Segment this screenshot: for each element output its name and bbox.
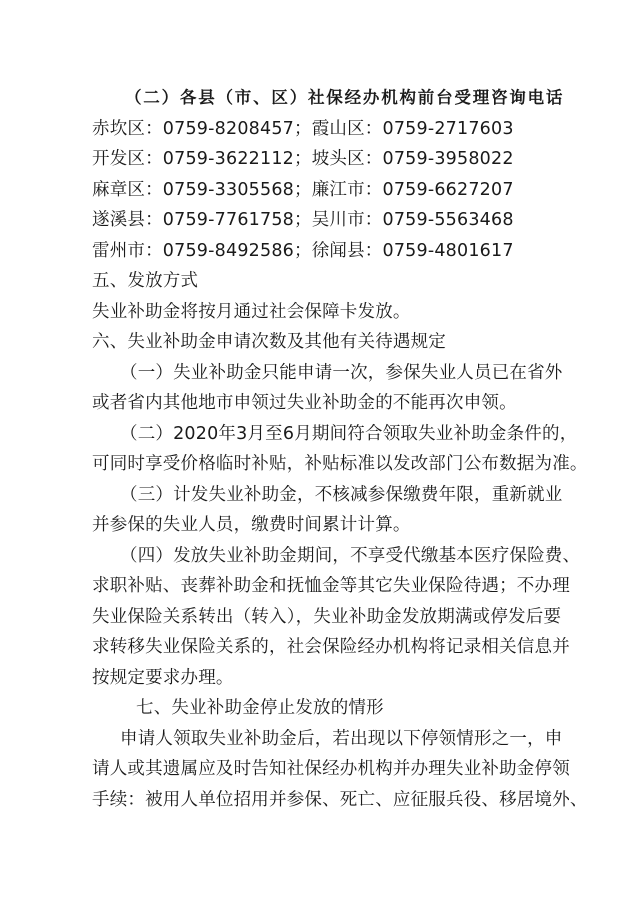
- paragraph-rule-2-line-1: （二）2020年3月至6月期间符合领取失业补助金条件的，: [120, 423, 578, 444]
- phone-line-leizhou-xuwen: 雷州市：0759-8492586；徐闻县：0759-4801617: [92, 240, 514, 261]
- phone-line-suixi-wuchuan: 遂溪县：0759-7761758；吴川市：0759-5563468: [92, 210, 514, 230]
- paragraph-rule-4-line-4: 求转移失业保险关系的，社会保险经办机构将记录相关信息并: [92, 637, 570, 657]
- paragraph-rule-1-line-1: （一）失业补助金只能申请一次，参保失业人员已在省外: [120, 362, 563, 383]
- paragraph-stop-conditions-line-1: 申请人领取失业补助金后，若出现以下停领情形之一，申: [120, 728, 563, 749]
- paragraph-rule-1-line-2: 或者省内其他地市申领过失业补助金的不能再次申领。: [92, 393, 517, 413]
- paragraph-rule-2-line-2: 可同时享受价格临时补贴，补贴标准以发改部门公布数据为准。: [92, 454, 588, 474]
- paragraph-stop-conditions-line-3: 手续：被用人单位招用并参保、死亡、应征服兵役、移居境外、: [92, 789, 588, 810]
- section-heading-application-rules: 六、失业补助金申请次数及其他有关待遇规定: [92, 332, 446, 352]
- subsection-heading-county-hotlines: （二）各县（市、区）社保经办机构前台受理咨询电话: [125, 88, 565, 107]
- paragraph-rule-4-line-3: 失业保险关系转出（转入），失业补助金发放期满或停发后要: [92, 606, 562, 627]
- paragraph-rule-4-line-1: （四）发放失业补助金期间，不享受代缴基本医疗保险费、: [120, 545, 581, 566]
- phone-line-kaifa-potou: 开发区：0759-3622112；坡头区：0759-3958022: [92, 149, 514, 169]
- section-heading-stop-conditions: 七、失业补助金停止发放的情形: [136, 698, 384, 718]
- paragraph-rule-4-line-2: 求职补贴、丧葬补助金和抚恤金等其它失业保险待遇；不办理: [92, 576, 570, 596]
- paragraph-rule-4-line-5: 按规定要求办理。: [92, 667, 234, 688]
- paragraph-rule-3-line-1: （三）计发失业补助金，不核减参保缴费年限，重新就业: [120, 484, 563, 505]
- phone-line-mazhang-lianjiang: 麻章区：0759-3305568；廉江市：0759-6627207: [92, 179, 514, 200]
- paragraph-stop-conditions-line-2: 请人或其遗属应及时告知社保经办机构并办理失业补助金停领: [92, 759, 570, 779]
- section-heading-payment-method: 五、发放方式: [92, 271, 199, 291]
- phone-line-chikan-xiashan: 赤坎区：0759-8208457；霞山区：0759-2717603: [92, 118, 514, 139]
- paragraph-rule-3-line-2: 并参保的失业人员，缴费时间累计计算。: [92, 515, 411, 535]
- paragraph-payment-method: 失业补助金将按月通过社会保障卡发放。: [92, 301, 411, 322]
- document-body: [92, 83, 592, 815]
